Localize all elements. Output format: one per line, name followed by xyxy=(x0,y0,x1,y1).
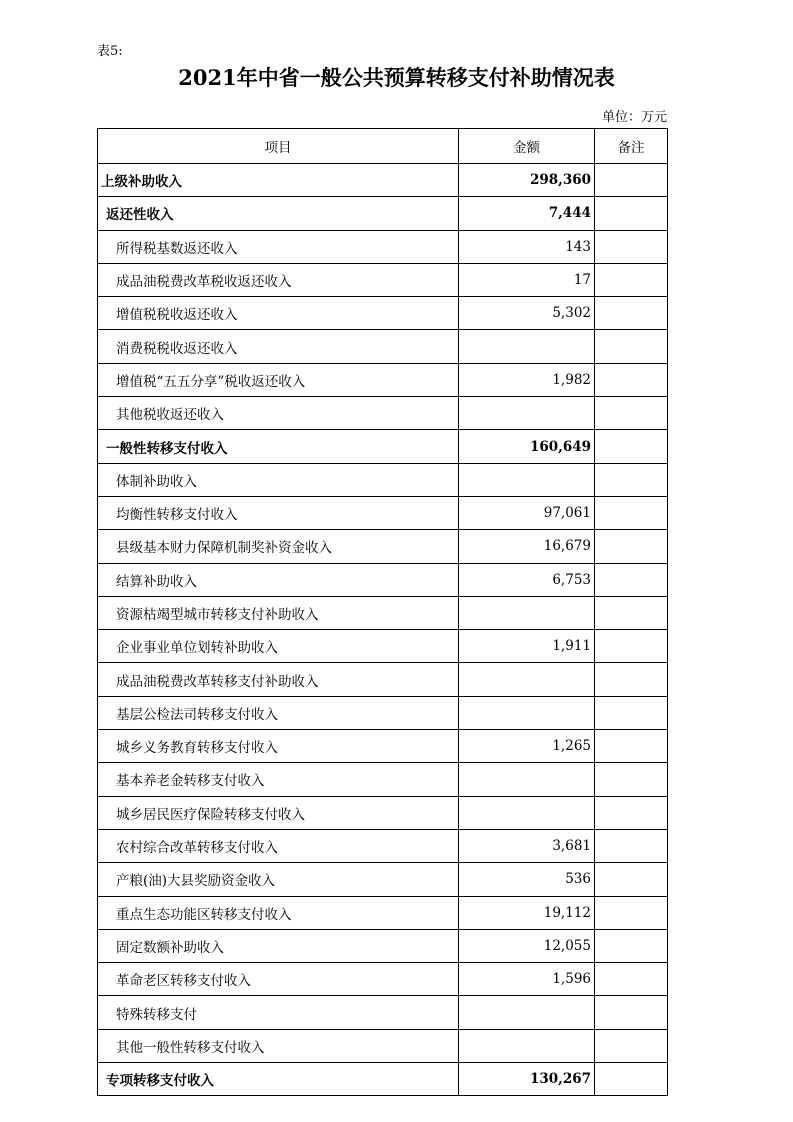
row-amount-cell: 5,302 xyxy=(459,297,595,330)
row-item-cell: 城乡义务教育转移支付收入 xyxy=(98,730,459,763)
table-row xyxy=(98,696,668,729)
table-row xyxy=(98,197,668,230)
row-amount-cell: 12,055 xyxy=(459,929,595,962)
row-amount-cell xyxy=(459,596,595,629)
row-note-cell xyxy=(595,463,668,496)
table-number: 表5: xyxy=(97,44,123,59)
table-row xyxy=(98,297,668,330)
row-item-cell: 成品油税费改革税收返还收入 xyxy=(98,263,459,296)
row-note-cell xyxy=(595,730,668,763)
transfer-payment-table xyxy=(97,128,668,1096)
row-note-cell xyxy=(595,663,668,696)
table-row xyxy=(98,730,668,763)
row-amount-cell: 6,753 xyxy=(459,563,595,596)
row-note-cell xyxy=(595,430,668,463)
row-amount-cell: 1,265 xyxy=(459,730,595,763)
row-item-cell: 县级基本财力保障机制奖补资金收入 xyxy=(98,530,459,563)
row-note-cell xyxy=(595,563,668,596)
row-amount-cell xyxy=(459,330,595,363)
header-item: 项目 xyxy=(98,129,459,164)
table-row xyxy=(98,463,668,496)
table-body xyxy=(98,164,668,1096)
row-note-cell xyxy=(595,963,668,996)
row-note-cell xyxy=(595,863,668,896)
table-row xyxy=(98,963,668,996)
row-item-cell: 基层公检法司转移支付收入 xyxy=(98,696,459,729)
row-amount-cell: 1,596 xyxy=(459,963,595,996)
table-row xyxy=(98,996,668,1029)
table-row xyxy=(98,263,668,296)
row-item-cell: 重点生态功能区转移支付收入 xyxy=(98,896,459,929)
row-item-cell: 结算补助收入 xyxy=(98,563,459,596)
row-amount-cell: 1,911 xyxy=(459,630,595,663)
row-item-cell: 成品油税费改革转移支付补助收入 xyxy=(98,663,459,696)
table-row xyxy=(98,164,668,197)
row-amount-cell: 160,649 xyxy=(459,430,595,463)
row-amount-cell xyxy=(459,1029,595,1062)
table-row xyxy=(98,230,668,263)
table-row xyxy=(98,630,668,663)
row-amount-cell xyxy=(459,663,595,696)
row-amount-cell: 536 xyxy=(459,863,595,896)
row-item-cell: 消费税税收返还收入 xyxy=(98,330,459,363)
row-note-cell xyxy=(595,297,668,330)
row-note-cell xyxy=(595,763,668,796)
header-note: 备注 xyxy=(595,129,668,164)
table-row xyxy=(98,530,668,563)
table-row xyxy=(98,863,668,896)
row-amount-cell: 130,267 xyxy=(459,1063,595,1096)
row-note-cell xyxy=(595,929,668,962)
row-amount-cell: 97,061 xyxy=(459,496,595,529)
table-row xyxy=(98,397,668,430)
row-note-cell xyxy=(595,1063,668,1096)
row-note-cell xyxy=(595,230,668,263)
row-amount-cell xyxy=(459,996,595,1029)
table-row xyxy=(98,430,668,463)
row-note-cell xyxy=(595,197,668,230)
row-item-cell: 增值税“五五分享”税收返还收入 xyxy=(98,363,459,396)
header-row xyxy=(98,129,668,164)
table-row xyxy=(98,330,668,363)
row-item-cell: 体制补助收入 xyxy=(98,463,459,496)
page-title: 2021年中省一般公共预算转移支付补助情况表 xyxy=(178,65,615,90)
header-amount: 金额 xyxy=(459,129,595,164)
table-row xyxy=(98,796,668,829)
table-row xyxy=(98,763,668,796)
table-row xyxy=(98,496,668,529)
row-note-cell xyxy=(595,397,668,430)
unit-label: 单位：万元 xyxy=(601,110,667,125)
row-item-cell: 所得税基数返还收入 xyxy=(98,230,459,263)
row-item-cell: 增值税税收返还收入 xyxy=(98,297,459,330)
table-row xyxy=(98,596,668,629)
row-note-cell xyxy=(595,330,668,363)
row-item-cell: 均衡性转移支付收入 xyxy=(98,496,459,529)
row-amount-cell: 7,444 xyxy=(459,197,595,230)
row-amount-cell: 1,982 xyxy=(459,363,595,396)
table-row xyxy=(98,829,668,862)
table-row xyxy=(98,363,668,396)
row-note-cell xyxy=(595,363,668,396)
row-note-cell xyxy=(595,796,668,829)
row-amount-cell: 298,360 xyxy=(459,164,595,197)
row-item-cell: 城乡居民医疗保险转移支付收入 xyxy=(98,796,459,829)
row-item-cell: 基本养老金转移支付收入 xyxy=(98,763,459,796)
row-note-cell xyxy=(595,829,668,862)
row-amount-cell: 19,112 xyxy=(459,896,595,929)
row-note-cell xyxy=(595,996,668,1029)
row-amount-cell: 16,679 xyxy=(459,530,595,563)
row-item-cell: 一般性转移支付收入 xyxy=(98,430,459,463)
row-amount-cell xyxy=(459,763,595,796)
table-row xyxy=(98,563,668,596)
row-amount-cell: 3,681 xyxy=(459,829,595,862)
table-row xyxy=(98,929,668,962)
row-item-cell: 专项转移支付收入 xyxy=(98,1063,459,1096)
table-row xyxy=(98,663,668,696)
row-amount-cell: 143 xyxy=(459,230,595,263)
row-item-cell: 固定数额补助收入 xyxy=(98,929,459,962)
row-note-cell xyxy=(595,164,668,197)
row-item-cell: 特殊转移支付 xyxy=(98,996,459,1029)
row-note-cell xyxy=(595,1029,668,1062)
row-note-cell xyxy=(595,696,668,729)
row-item-cell: 农村综合改革转移支付收入 xyxy=(98,829,459,862)
row-item-cell: 上级补助收入 xyxy=(98,164,459,197)
row-note-cell xyxy=(595,896,668,929)
row-note-cell xyxy=(595,596,668,629)
row-amount-cell: 17 xyxy=(459,263,595,296)
table-row xyxy=(98,1029,668,1062)
row-item-cell: 其他一般性转移支付收入 xyxy=(98,1029,459,1062)
row-item-cell: 产粮(油)大县奖励资金收入 xyxy=(98,863,459,896)
table-row xyxy=(98,896,668,929)
row-item-cell: 企业事业单位划转补助收入 xyxy=(98,630,459,663)
row-note-cell xyxy=(595,263,668,296)
row-amount-cell xyxy=(459,397,595,430)
row-item-cell: 其他税收返还收入 xyxy=(98,397,459,430)
row-note-cell xyxy=(595,630,668,663)
row-note-cell xyxy=(595,530,668,563)
row-amount-cell xyxy=(459,463,595,496)
row-item-cell: 资源枯竭型城市转移支付补助收入 xyxy=(98,596,459,629)
row-item-cell: 革命老区转移支付收入 xyxy=(98,963,459,996)
row-note-cell xyxy=(595,496,668,529)
row-amount-cell xyxy=(459,796,595,829)
table-row xyxy=(98,1063,668,1096)
row-amount-cell xyxy=(459,696,595,729)
row-item-cell: 返还性收入 xyxy=(98,197,459,230)
